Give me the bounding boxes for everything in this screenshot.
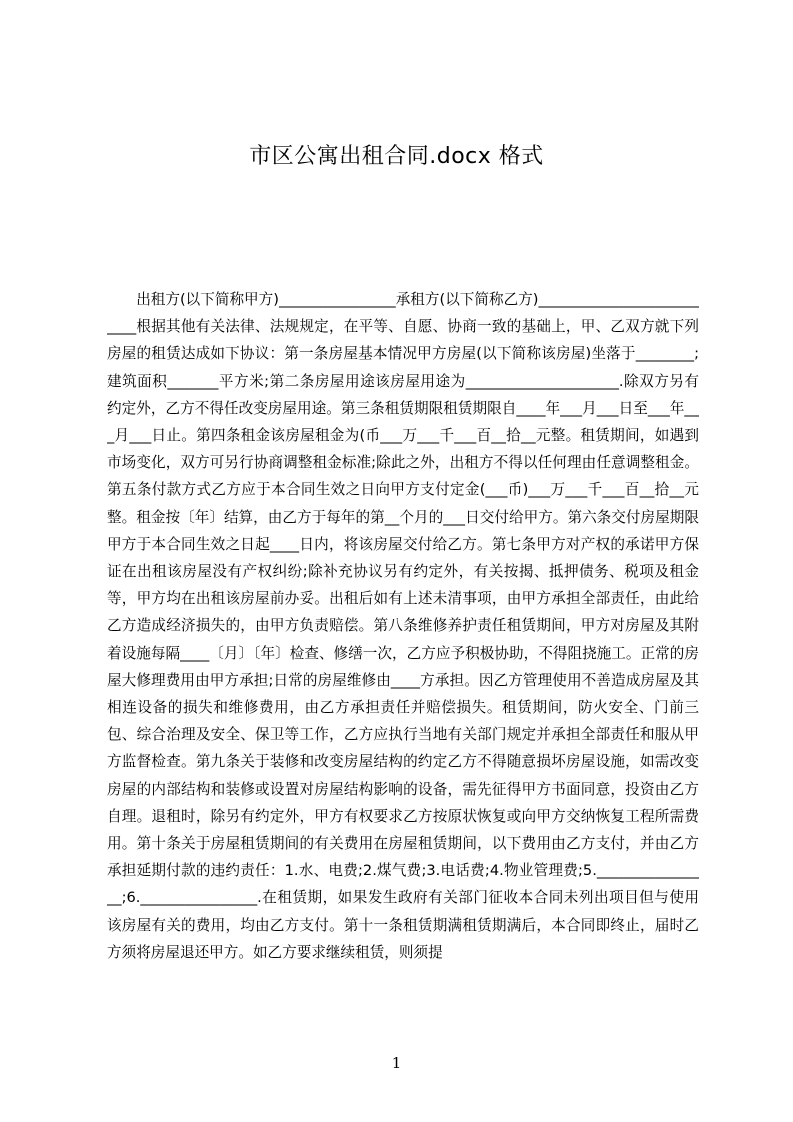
page-number: 1: [391, 1054, 402, 1072]
contract-body-text: 出租方(以下简称甲方)________________承租方(以下简称乙方)__________________________根据其他有关法律、法规规定，在平等、自愿、协商一致的基础上，甲、乙双方就下列房屋的租赁达成如下协议：第一条房屋基本情况甲方房屋(以下简称该房屋)坐落于________;建筑面积_______平方米;第二条房屋用途该房屋用途为_____________________.除双方另有约定外，乙方不得任改变房屋用途。第三条租赁期限租赁期限自____年___月___日至___年___月___日止。第四条租金该房屋租金为(币___万___千___百__拾__元整。租赁期间，如遇到市场变化，双方可另行协商调整租金标准;除此之外，出租方不得以任何理由任意调整租金。第五条付款方式乙方应于本合同生效之日向甲方支付定金(___币)___万___千___百__拾__元整。租金按〔年〕结算，由乙方于每年的第__个月的___日交付给甲方。第六条交付房屋期限甲方于本合同生效之日起____日内，将该房屋交付给乙方。第七条甲方对产权的承诺甲方保证在出租该房屋没有产权纠纷;除补充协议另有约定外，有关按揭、抵押债务、税项及租金等，甲方均在出租该房屋前办妥。出租后如有上述未清事项，由甲方承担全部责任，由此给乙方造成经济损失的，由甲方负责赔偿。第八条维修养护责任租赁期间，甲方对房屋及其附着设施每隔____〔月〕〔年〕检查、修缮一次，乙方应予积极协助，不得阻挠施工。正常的房屋大修理费用由甲方承担;日常的房屋维修由____方承担。因乙方管理使用不善造成房屋及其相连设备的损失和维修费用，由乙方承担责任并赔偿损失。租赁期间，防火安全、门前三包、综合治理及安全、保卫等工作，乙方应执行当地有关部门规定并承担全部责任和服从甲方监督检查。第九条关于装修和改变房屋结构的约定乙方不得随意损坏房屋设施，如需改变房屋的内部结构和装修或设置对房屋结构影响的设备，需先征得甲方书面同意，投资由乙方自理。退租时，除另有约定外，甲方有权要求乙方按原状恢复或向甲方交纳恢复工程所需费用。第十条关于房屋租赁期间的有关费用在房屋租赁期间，以下费用由乙方支付，并由乙方承担延期付款的违约责任：1.水、电费;2.煤气费;3.电话费;4.物业管理费;5.________________;6.________________.在租赁期，如果发生政府有关部门征收本合同未列出项目但与使用该房屋有关的费用，均由乙方支付。第十一条租赁期满租赁期满后，本合同即终止，届时乙方须将房屋退还甲方。如乙方要求继续租赁，则须提: [107, 291, 699, 961]
document-title: 市区公寓出租合同.docx 格式: [249, 144, 544, 169]
